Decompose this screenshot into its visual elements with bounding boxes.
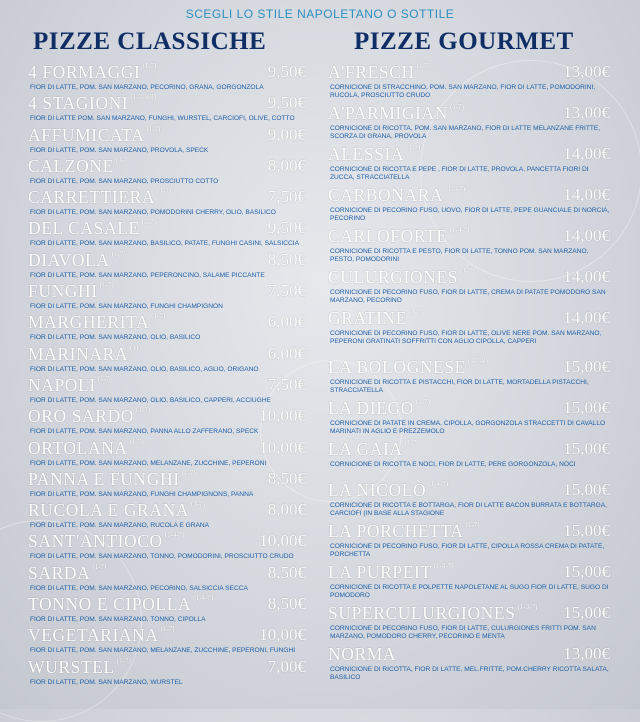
allergen-codes: (1-3-7) xyxy=(445,185,466,193)
menu-item xyxy=(328,308,610,357)
allergen-codes: (1-7) xyxy=(409,308,424,316)
pizza-name: ORO SARDO xyxy=(28,406,135,427)
menu-item xyxy=(28,125,306,156)
menu-item xyxy=(28,344,306,375)
menu-item-header xyxy=(328,439,610,461)
menu-item-header xyxy=(328,644,610,666)
pizza-name: SANT'ANTIOCO xyxy=(28,531,163,552)
menu-item-header xyxy=(328,144,610,166)
pizza-ingredients: FIOR DI LATTE, POM. SAN MARZANO, POMODORINI CHERRY, OLIO, BASILICO xyxy=(30,209,276,217)
allergen-codes: (1-4-7) xyxy=(193,594,214,603)
pizza-ingredients: FIOR DI LATTE, POM. SAN MARZANO, MELANZANE, ZUCCHINE, PEPERONI xyxy=(30,459,267,467)
allergen-codes: (1-7) xyxy=(449,103,464,111)
menu-item-header xyxy=(328,603,610,625)
menu-item xyxy=(28,93,306,124)
pizza-price: 8,00€ xyxy=(267,500,306,520)
pizza-ingredients: CORNICIONE DI RICOTTA E NOCI, FIOR DI LATTE, PERE GORGONZOLA, NOCI xyxy=(330,461,576,468)
pizza-price: 10,00€ xyxy=(259,406,306,426)
pizza-ingredients: CORNICIONE DI RICOTTA, FIOR DI LATTE, MEL.FRITTE, POM.CHERRY RICOTTA SALATA, BASILICO xyxy=(330,666,609,682)
pizza-price: 14,00€ xyxy=(563,308,610,327)
menu-item xyxy=(328,603,610,644)
pizza-price: 6,00€ xyxy=(267,343,306,363)
menu-item xyxy=(328,521,610,562)
pizza-name: LA NICOLÒ xyxy=(328,480,427,500)
menu-item-header xyxy=(28,594,306,616)
menu-item xyxy=(328,144,610,185)
pizza-name: ORTOLANA xyxy=(28,437,128,458)
pizza-ingredients: FIOR DI LATTE, POM. SAN MARZANO, RUCOLA E GRANA xyxy=(30,522,210,530)
pizza-price: 14,00€ xyxy=(563,185,610,204)
menu-item-header xyxy=(328,62,610,84)
pizza-name: NORMA xyxy=(328,644,397,664)
allergen-codes: (1-4-7) xyxy=(164,531,185,540)
pizza-ingredients: CORNICIONE DI PECORINO FUSO, FIOR DI LATTE, OLIVE NERE POM. SAN MARZANO, PEPERONI GRATINATI SOFFRITTI CON AGLIO CIPOLLA, CAPPERI xyxy=(330,330,602,346)
menu-item xyxy=(28,250,306,281)
classiche-title: PIZZE CLASSICHE xyxy=(33,28,267,55)
pizza-name: A'PARMIGIAN xyxy=(328,103,448,123)
pizza-name: FUNGHI xyxy=(28,281,98,302)
pizza-price: 15,00€ xyxy=(563,603,610,622)
pizza-name: LA PORCHETTA xyxy=(328,521,464,541)
allergen-codes: (1-4-7) xyxy=(449,226,470,234)
allergen-codes: (1-7) xyxy=(465,521,480,529)
classiche-list xyxy=(28,62,306,688)
pizza-ingredients: CORNICIONE DI PECORINO FUSO, FIOR DI LATTE, CULURGIONES FRITTI POM. SAN MARZANO, POMODORO CHERRY, PECORINO E MENTA xyxy=(330,625,596,641)
allergen-codes: (1-4-7) xyxy=(428,480,449,488)
allergen-codes: (1-7) xyxy=(181,468,196,477)
pizza-price: 15,00€ xyxy=(563,562,610,581)
allergen-codes: (1-7) xyxy=(92,562,107,571)
pizza-price: 13,00€ xyxy=(563,62,610,81)
menu-item-header xyxy=(28,657,306,679)
menu-item-header xyxy=(328,185,610,207)
pizza-price: 6,00€ xyxy=(267,312,306,332)
menu-item-header xyxy=(328,103,610,125)
pizza-price: 8,50€ xyxy=(267,594,306,614)
pizza-ingredients: FIOR DI LATTE, POM. SAN MARZANO, PROVOLA, SPECK xyxy=(30,146,209,154)
pizza-ingredients: CORNICIONE DI RICOTTA E PEPE , FIOR DI LATTE, PROVOLA, PANCETTA FIORI DI ZUCCA, STRACCIATELLA xyxy=(330,166,589,182)
pizza-price: 14,00€ xyxy=(563,226,610,245)
allergen-codes: (1-7) xyxy=(460,267,475,275)
allergen-codes: (1-7) xyxy=(141,218,156,227)
pizza-ingredients: FIOR DI LATTE, POM. SAN MARZANO, PECORINO, GRANA, GORGONZOLA xyxy=(30,84,264,91)
pizza-price: 10,00€ xyxy=(259,437,306,457)
pizza-ingredients: CORNICIONE DI RICOTTA, POM. SAN MARZANO, FIOR DI LATTE MELANZANE FRITTE, SCORZA DI GRANA, PROVOLA xyxy=(330,125,601,141)
pizza-price: 13,00€ xyxy=(563,644,610,663)
pizza-ingredients: CORNICIONE DI RICOTTA E POLPETTE NAPOLETANE AL SUGO FIOR DI LATTE, SUGO DI POMODORO xyxy=(330,584,609,600)
menu-item-header xyxy=(28,218,306,240)
menu-item-header xyxy=(328,226,610,248)
pizza-price: 8,00€ xyxy=(267,155,306,175)
menu-item xyxy=(28,625,306,656)
menu-item-header xyxy=(328,308,610,330)
pizza-ingredients: FIOR DI LATTE, POM. SAN MARZANO, OLIO, BASILICO xyxy=(30,334,201,342)
menu-item xyxy=(28,657,306,688)
menu-item-header xyxy=(28,438,306,460)
allergen-codes: (1-3-7) xyxy=(433,562,454,570)
pizza-price: 15,00€ xyxy=(563,357,610,376)
pizza-name: LA PURPEIT xyxy=(328,562,432,582)
menu-item xyxy=(328,562,610,603)
pizza-price: 7,00€ xyxy=(267,656,306,676)
menu-item-header xyxy=(28,406,306,428)
pizza-name: MARINARA xyxy=(28,343,129,364)
allergen-codes: (1-7) xyxy=(129,437,144,446)
pizza-ingredients: CORNICIONE DI RICOTTA E BOTTARGA, FIOR DI LATTE BACON BURRATA E BOTTARGA, CARCIOFI (IN BASE ALLA STAGIONE xyxy=(330,502,607,518)
allergen-codes: (1-7) xyxy=(415,398,430,406)
pizza-name: CARBONARA xyxy=(328,185,444,205)
menu-item xyxy=(28,281,306,312)
menu-item xyxy=(328,103,610,144)
pizza-ingredients: CORNICIONE DI PECORINO FUSO, FIOR DI LATTE, CREMA DI PATATE POMODORO SAN MARZANO, PECORINO xyxy=(330,289,606,305)
pizza-ingredients: FIOR DI LATTE, POM. SAN MARZANO, PROSCIUTTO COTTO xyxy=(30,177,219,185)
pizza-price: 15,00€ xyxy=(563,480,610,499)
pizza-name: 4 STAGIONI xyxy=(28,93,129,114)
style-note: SCEGLI LO STILE NAPOLETANO O SOTTILE xyxy=(185,7,455,21)
allergen-codes: (1-7) xyxy=(406,144,421,152)
pizza-price: 15,00€ xyxy=(563,439,610,458)
pizza-ingredients: FIOR DI LATTE, POM. SAN MARZANO, TONNO, POMODORINI, PROSCIUTTO CRUDO xyxy=(30,553,294,561)
pizza-price: 14,00€ xyxy=(563,144,610,163)
pizza-ingredients: FIOR DI LATTE, POM. SAN MARZANO, OLIO, BASILICO, AGLIO, ORIGANO xyxy=(30,365,259,373)
pizza-ingredients: FIOR DI LATTE, POM. SAN MARZANO, OLIO, BASILICO, CAPPERI, ACCIUGHE xyxy=(30,396,271,404)
menu-item-header xyxy=(328,480,610,502)
gourmet-list xyxy=(328,62,610,684)
menu-item-header xyxy=(28,250,306,272)
pizza-name: CALZONE xyxy=(28,155,114,176)
pizza-name: WURSTEL xyxy=(28,656,115,677)
menu-item xyxy=(28,438,306,469)
allergen-codes: (1-7) xyxy=(404,439,419,447)
pizza-ingredients: CORNICIONE DI RICOTTA E PISTACCHI, FIOR DI LATTE, MORTADELLA PISTACCHI, STRACCIATELLA xyxy=(330,379,589,395)
pizza-price: 10,00€ xyxy=(259,625,306,645)
menu-item xyxy=(28,594,306,625)
pizza-ingredients: FIOR DI LATTE, POM. SAN MARZANO, MELANZANE, ZUCCHINE, PEPERONI, FUNGHI xyxy=(30,647,296,655)
menu-item xyxy=(328,398,610,439)
pizza-ingredients: FIOR DI LATTE, POM. SAN MARZANO, PANNA ALLO ZAFFERANO, SPECK xyxy=(30,428,259,436)
pizza-price: 9,00€ xyxy=(267,124,306,144)
pizza-price: 9,50€ xyxy=(267,62,306,81)
menu-item xyxy=(28,218,306,249)
pizza-ingredients: FIOR DI LATTE, POM. SAN MARZANO, FUNGHI CHAMPIGNONS, PANNA xyxy=(30,490,254,498)
allergen-codes: (1-3-7) xyxy=(517,603,538,611)
pizza-ingredients: CORNICIONE DI PATATE IN CREMA, CIPOLLA, GORGONZOLA STRACCETTI DI CAVALLO MARINATI IN AGLIO E PREZZEMOLO xyxy=(330,420,606,436)
menu-item xyxy=(28,312,306,343)
menu-item xyxy=(28,406,306,437)
menu-item-header xyxy=(28,469,306,491)
pizza-price: 9,50€ xyxy=(267,93,306,113)
menu-item-header xyxy=(328,267,610,289)
allergen-codes: (1-7) xyxy=(111,249,126,258)
allergen-codes: (1) xyxy=(130,343,139,352)
menu-item-header xyxy=(28,375,306,397)
menu-item xyxy=(328,226,610,267)
menu-item-header xyxy=(28,625,306,647)
allergen-codes: (1-7-8) xyxy=(467,357,488,365)
menu-item xyxy=(328,480,610,521)
menu-item xyxy=(328,267,610,308)
pizza-name: 4 FORMAGGI xyxy=(28,62,141,82)
menu-item xyxy=(28,563,306,594)
pizza-price: 9,50€ xyxy=(267,218,306,238)
allergen-codes: (1-7) xyxy=(136,406,151,415)
pizza-price: 15,00€ xyxy=(563,398,610,417)
allergen-codes: (1-7) xyxy=(99,281,114,290)
menu-item-header xyxy=(28,187,306,209)
pizza-name: LA GAIA xyxy=(328,439,403,459)
menu-item-header xyxy=(328,357,610,379)
pizza-name: ALESSIA xyxy=(328,144,405,164)
menu-item-header xyxy=(328,562,610,584)
menu-item xyxy=(28,156,306,187)
menu-item-header xyxy=(28,312,306,334)
pizza-name: LA DIEGO xyxy=(328,398,414,418)
menu-item xyxy=(28,531,306,562)
allergen-codes: (1-7-9-8) xyxy=(130,93,157,102)
pizza-name: CULURGIONES xyxy=(328,267,459,287)
pizza-ingredients: FIOR DI LATTE, POM. SAN MARZANO, WURSTEL xyxy=(30,678,183,686)
menu-item-header xyxy=(28,281,306,303)
allergen-codes: (1-7) xyxy=(115,155,130,164)
gourmet-title: PIZZE GOURMET xyxy=(354,28,574,55)
menu-item-header xyxy=(28,156,306,178)
pizza-name: DEL CASALE xyxy=(28,218,140,239)
pizza-price: 8,50€ xyxy=(267,468,306,488)
allergen-codes: (1-7) xyxy=(416,62,431,70)
menu-item xyxy=(28,187,306,218)
pizza-price: 13,00€ xyxy=(563,103,610,122)
pizza-name: TONNO E CIPOLLA xyxy=(28,594,192,615)
allergen-codes: (1-7) xyxy=(146,124,161,133)
pizza-price: 7,50€ xyxy=(267,374,306,394)
pizza-ingredients: CORNICIONE DI PECORINO FUSO, FIOR DI LATTE, CIPOLLA ROSSA CREMA DI PATATE, PORCHETTA xyxy=(330,543,605,559)
pizza-ingredients: FIOR DI LATTE POM. SAN MARZANO, FUNGHI, WURSTEL, CARCIOFI, OLIVE, COTTO xyxy=(30,115,295,123)
menu-item-header xyxy=(28,125,306,147)
menu-item-header xyxy=(328,521,610,543)
menu-item-header xyxy=(28,62,306,84)
pizza-name: PANNA E FUNGHI xyxy=(28,468,180,489)
pizza-name: LA BOLOGNESE xyxy=(328,357,466,377)
pizza-price: 7,50€ xyxy=(267,281,306,301)
allergen-codes: (1-7) xyxy=(116,656,131,665)
menu-item-header xyxy=(28,344,306,366)
allergen-codes: (1-7) xyxy=(157,187,172,196)
pizza-name: SARDA xyxy=(28,562,91,583)
pizza-ingredients: FIOR DI LATTE, POM. SAN MARZANO, PECORINO, SALSICCIA SECCA xyxy=(30,584,248,592)
pizza-name: A'FRESCH xyxy=(328,62,415,82)
menu-item-header xyxy=(28,531,306,553)
pizza-price: 7,50€ xyxy=(267,187,306,207)
pizza-price: 15,00€ xyxy=(563,521,610,540)
menu-item xyxy=(28,500,306,531)
pizza-price: 8,50€ xyxy=(267,562,306,582)
pizza-ingredients: FIOR DI LATTE, POM. SAN MARZANO, FUNGHI CHAMPIGNON xyxy=(30,303,223,311)
allergen-codes: (1-7) xyxy=(142,62,157,70)
pizza-name: NAPOLI xyxy=(28,374,96,395)
pizza-name: GRATINE xyxy=(328,308,408,328)
menu-item xyxy=(328,357,610,398)
pizza-ingredients: FIOR DI LATTE, POM. SAN MARZANO, BASILICO, PATATE, FUNGHI CASINI, SALSICCIA xyxy=(30,240,300,248)
menu-item xyxy=(28,62,306,93)
pizza-name: CARRETTIERA xyxy=(28,187,156,208)
menu-item xyxy=(328,439,610,480)
pizza-price: 10,00€ xyxy=(259,531,306,551)
allergen-codes: (1-7) xyxy=(191,500,206,509)
pizza-name: DIAVOLA xyxy=(28,249,110,270)
menu-item-header xyxy=(28,563,306,585)
pizza-price: 8,50€ xyxy=(267,249,306,269)
pizza-name: MARGHERITA xyxy=(28,312,150,333)
pizza-name: VEGETARIANA xyxy=(28,625,159,646)
pizza-ingredients: CORNICIONE DI STRACCHINO, POM. SAN MARZANO, FIOR DI LATTE, POMODORINI, RUCOLA, PROSCIUTTO CRUDO xyxy=(330,84,596,100)
menu-item-header xyxy=(28,500,306,522)
pizza-ingredients: CORNICIONE DI PECORINO FUSO, UOVO, FIOR DI LATTE, PEPE GUANCIALE DI NORCIA, PECORINO xyxy=(330,207,610,223)
pizza-ingredients: CORNICIONE DI RICOTTA E PESTO, FIOR DI LATTE, TONNO POM. SAN MARZANO, PESTO, POMODORINI xyxy=(330,248,589,264)
allergen-codes: (1-7) xyxy=(97,374,112,383)
menu-item xyxy=(328,644,610,684)
menu-item xyxy=(28,375,306,406)
pizza-ingredients: FIOR DI LATTE, POM. SAN MARZANO, PEPERONCINO, SALAME PICCANTE xyxy=(30,271,265,279)
pizza-name: RUCOLA E GRANA xyxy=(28,500,190,521)
allergen-codes: (1-7) xyxy=(151,312,166,321)
allergen-codes: (1-7) xyxy=(160,625,175,634)
menu-item xyxy=(328,185,610,226)
pizza-name: AFFUMICATA xyxy=(28,124,145,145)
menu-item-header xyxy=(328,398,610,420)
pizza-name: CARLOFORTE xyxy=(328,226,448,246)
pizza-ingredients: FIOR DI LATTE, POM. SAN MARZANO, TONNO, CIPOLLA xyxy=(30,616,206,624)
menu-item-header xyxy=(28,93,306,115)
menu-item xyxy=(328,62,610,103)
menu-item xyxy=(28,469,306,500)
pizza-price: 14,00€ xyxy=(563,267,610,286)
pizza-name: SUPERCULURGIONES xyxy=(328,603,516,623)
